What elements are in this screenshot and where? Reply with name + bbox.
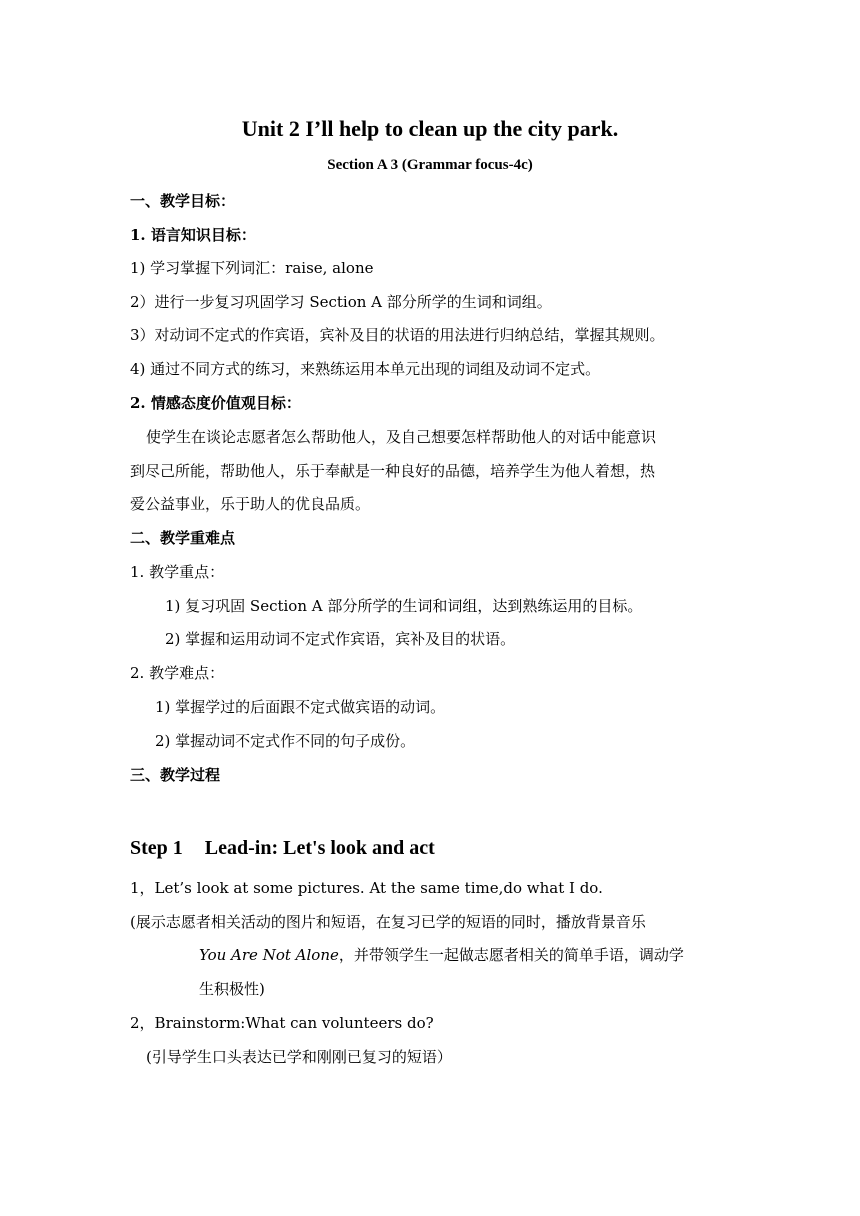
paragraph-line: 使学生在谈论志愿者怎么帮助他人，及自己想要怎样帮助他人的对话中能意识 [146,428,657,446]
list-item: 3）对动词不定式的作宾语，宾补及目的状语的用法进行归纳总结，掌握其规则。 [130,326,665,344]
list-item: 1，Let’s look at some pictures. At the same time,do what I do. [130,879,603,897]
document-subtitle: Section A 3 (Grammar focus-4c) [327,157,533,173]
document-title: Unit 2 I’ll help to clean up the city park. [241,116,619,141]
subheading-difficulties: 2. 教学难点： [130,664,225,682]
step-heading [130,837,435,860]
list-item: 1) 学习掌握下列词汇：raise, alone [130,259,374,277]
section-heading-objectives: 一、教学目标： [130,192,236,210]
paragraph-line: 到尽己所能，帮助他人，乐于奉献是一种良好的品德，培养学生为他人着想，热 [130,462,656,480]
note-line: (引导学生口头表达已学和刚刚已复习的短语） [146,1048,452,1066]
note-line: 生积极性) [199,980,265,998]
song-title: You Are Not Alone [199,946,339,964]
paragraph-line: 爱公益事业，乐于助人的优良品质。 [130,495,371,513]
note-line: (展示志愿者相关活动的图片和短语，在复习已学的短语的同时，播放背景音乐 [130,913,646,931]
step-title: Lead-in: Let's look and act [204,837,435,859]
note-text: ，并带领学生一起做志愿者相关的简单手语，调动学 [338,946,684,964]
subheading-language-goals: 1. 语言知识目标： [130,226,256,244]
note-line [199,945,684,965]
list-item: 2) 掌握和运用动词不定式作宾语，宾补及目的状语。 [165,630,516,648]
section-heading-process: 三、教学过程 [130,766,221,784]
list-item: 2）进行一步复习巩固学习 Section A 部分所学的生词和词组。 [130,293,552,311]
list-item: 1) 复习巩固 Section A 部分所学的生词和词组，达到熟练运用的目标。 [165,597,643,615]
section-heading-key-points: 二、教学重难点 [130,529,236,547]
subheading-key-points: 1. 教学重点： [130,563,225,581]
list-item: 1) 掌握学过的后面跟不定式做宾语的动词。 [155,698,446,716]
subheading-emotional-goals: 2. 情感态度价值观目标： [130,394,301,412]
list-item: 4) 通过不同方式的练习，来熟练运用本单元出现的词组及动词不定式。 [130,360,601,378]
step-label: Step 1 [130,837,183,859]
list-item: 2，Brainstorm:What can volunteers do? [130,1014,434,1032]
list-item: 2) 掌握动词不定式作不同的句子成份。 [155,732,416,750]
